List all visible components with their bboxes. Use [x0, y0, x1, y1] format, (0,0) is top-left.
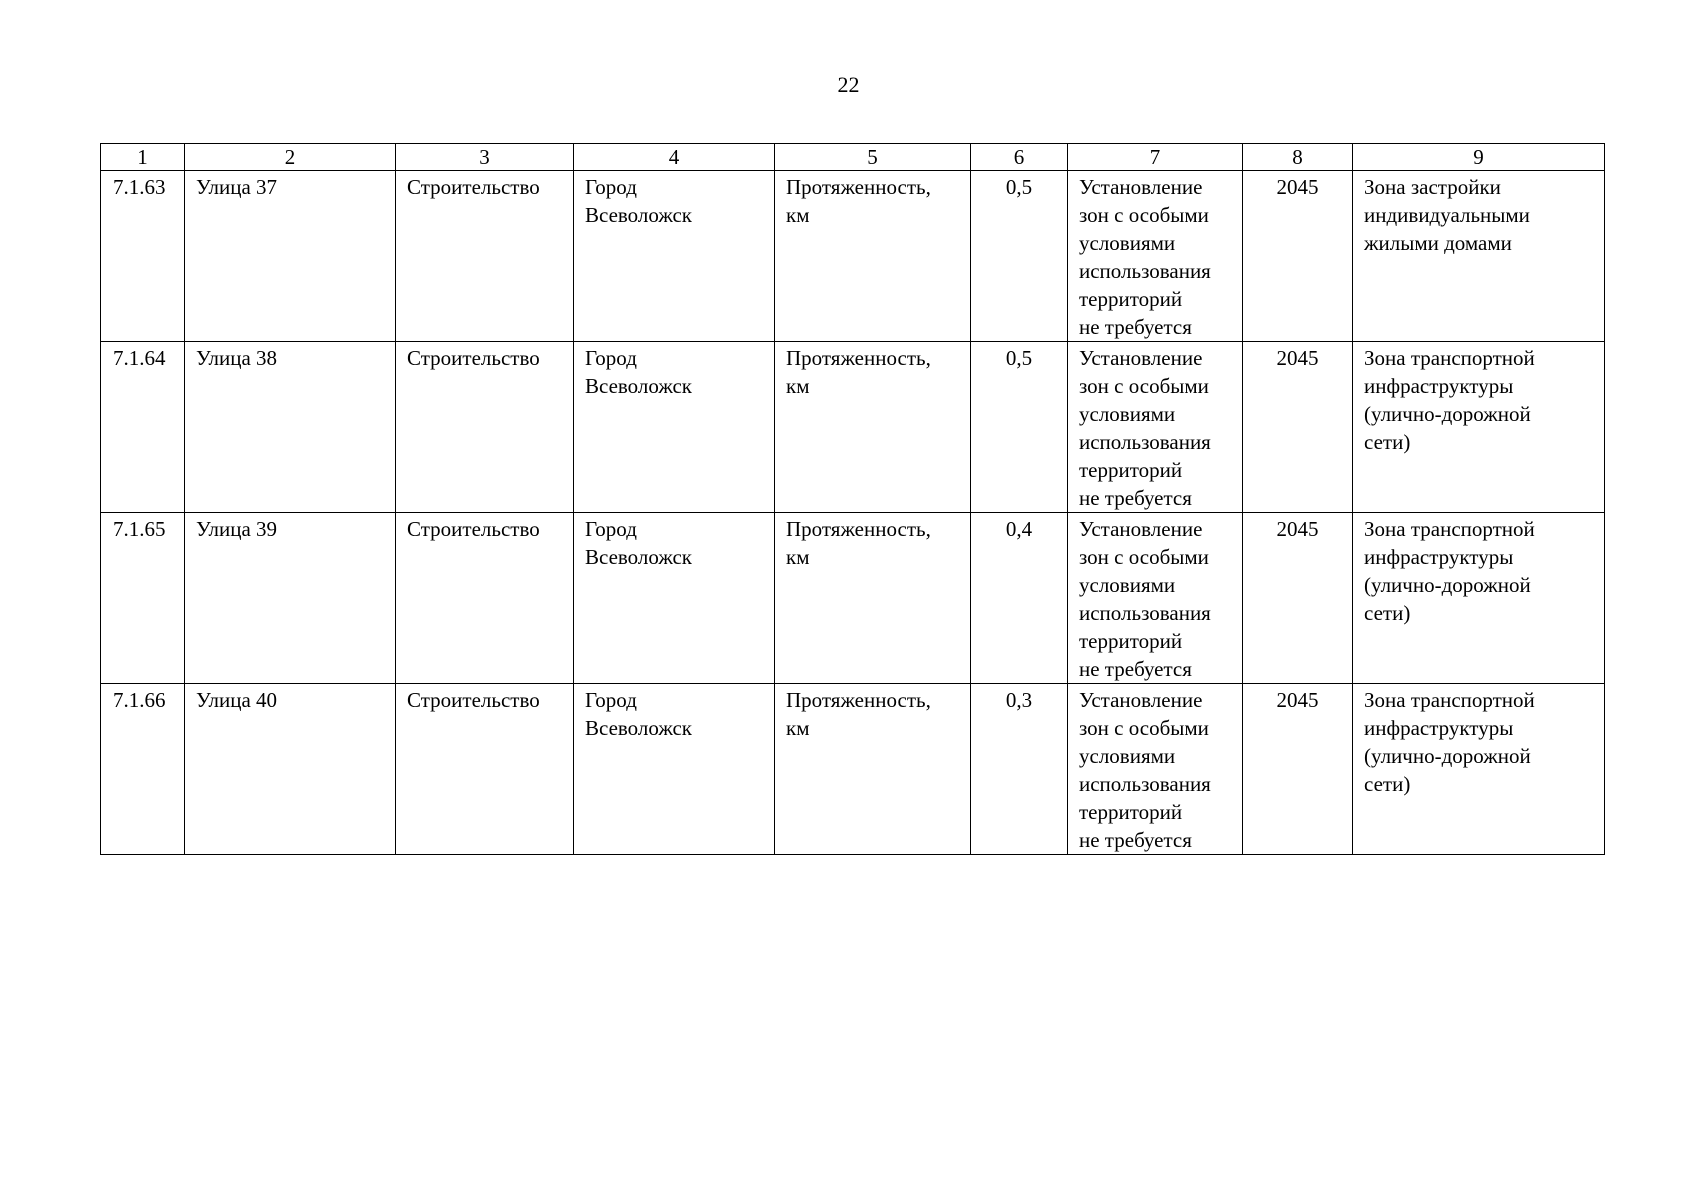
zones-line: не требуется	[1079, 828, 1192, 852]
zone-type-line: жилыми домами	[1364, 231, 1512, 255]
zone-type-line: сети)	[1364, 772, 1411, 796]
year: 2045	[1243, 171, 1353, 342]
zones-line: территорий	[1079, 629, 1183, 653]
location-line: Город	[585, 175, 637, 199]
table-row	[101, 513, 1605, 684]
location	[574, 684, 775, 855]
activity-type: Строительство	[396, 171, 574, 342]
zone-type-line: индивидуальными	[1364, 203, 1530, 227]
parameter-value: 0,4	[971, 513, 1068, 684]
zones-line: условиями	[1079, 573, 1176, 597]
special-zones	[1068, 513, 1243, 684]
zones-line: территорий	[1079, 800, 1183, 824]
column-header: 9	[1353, 144, 1605, 171]
column-header: 5	[775, 144, 971, 171]
activity-type: Строительство	[396, 342, 574, 513]
zones-line: условиями	[1079, 402, 1176, 426]
location-line: Город	[585, 517, 637, 541]
zone-type-line: Зона транспортной	[1364, 346, 1535, 370]
parameter-value: 0,3	[971, 684, 1068, 855]
zones-line: территорий	[1079, 458, 1183, 482]
special-zones	[1068, 684, 1243, 855]
column-header: 8	[1243, 144, 1353, 171]
year: 2045	[1243, 513, 1353, 684]
zone-type-line: (улично-дорожной	[1364, 573, 1531, 597]
zone-type-line: Зона застройки	[1364, 175, 1501, 199]
parameter-line: км	[786, 374, 810, 398]
zone-type-line: Зона транспортной	[1364, 517, 1535, 541]
special-zones	[1068, 171, 1243, 342]
table-row	[101, 171, 1605, 342]
location-line: Город	[585, 346, 637, 370]
column-header: 6	[971, 144, 1068, 171]
zones-line: Установление	[1079, 517, 1203, 541]
object-code: 7.1.63	[101, 171, 185, 342]
parameter-line: Протяженность,	[786, 346, 931, 370]
zones-line: условиями	[1079, 744, 1176, 768]
zones-line: не требуется	[1079, 657, 1192, 681]
object-name: Улица 37	[185, 171, 396, 342]
zone-type	[1353, 513, 1605, 684]
parameter-value: 0,5	[971, 342, 1068, 513]
parameter-value: 0,5	[971, 171, 1068, 342]
column-header: 7	[1068, 144, 1243, 171]
zones-line: использования	[1079, 772, 1211, 796]
special-zones	[1068, 342, 1243, 513]
object-code: 7.1.64	[101, 342, 185, 513]
activity-type: Строительство	[396, 513, 574, 684]
location-line: Всеволожск	[585, 716, 693, 740]
parameter	[775, 171, 971, 342]
zones-line: территорий	[1079, 287, 1183, 311]
location	[574, 171, 775, 342]
table-row	[101, 342, 1605, 513]
zone-type-line: Зона транспортной	[1364, 688, 1535, 712]
zone-type-line: (улично-дорожной	[1364, 402, 1531, 426]
parameter-line: Протяженность,	[786, 688, 931, 712]
zones-line: Установление	[1079, 346, 1203, 370]
zones-line: не требуется	[1079, 315, 1192, 339]
zone-type-line: инфраструктуры	[1364, 374, 1514, 398]
year: 2045	[1243, 342, 1353, 513]
location	[574, 342, 775, 513]
zones-line: использования	[1079, 259, 1211, 283]
object-code: 7.1.66	[101, 684, 185, 855]
zone-type-line: сети)	[1364, 601, 1411, 625]
zones-line: Установление	[1079, 688, 1203, 712]
zones-line: использования	[1079, 430, 1211, 454]
column-header: 4	[574, 144, 775, 171]
zone-type-line: (улично-дорожной	[1364, 744, 1531, 768]
zones-line: Установление	[1079, 175, 1203, 199]
zone-type	[1353, 342, 1605, 513]
parameter-line: Протяженность,	[786, 175, 931, 199]
zones-line: зон с особыми	[1079, 716, 1209, 740]
parameter-line: км	[786, 716, 810, 740]
parameter	[775, 342, 971, 513]
objects-table	[100, 143, 1605, 855]
parameter	[775, 684, 971, 855]
table-header-row	[101, 144, 1605, 171]
zones-line: зон с особыми	[1079, 545, 1209, 569]
location-line: Всеволожск	[585, 374, 693, 398]
parameter	[775, 513, 971, 684]
zone-type	[1353, 171, 1605, 342]
column-header: 1	[101, 144, 185, 171]
zone-type-line: сети)	[1364, 430, 1411, 454]
activity-type: Строительство	[396, 684, 574, 855]
zones-line: не требуется	[1079, 486, 1192, 510]
zone-type-line: инфраструктуры	[1364, 716, 1514, 740]
object-name: Улица 39	[185, 513, 396, 684]
location-line: Всеволожск	[585, 203, 693, 227]
column-header: 3	[396, 144, 574, 171]
location	[574, 513, 775, 684]
zone-type-line: инфраструктуры	[1364, 545, 1514, 569]
location-line: Город	[585, 688, 637, 712]
zones-line: использования	[1079, 601, 1211, 625]
parameter-line: км	[786, 203, 810, 227]
zone-type	[1353, 684, 1605, 855]
location-line: Всеволожск	[585, 545, 693, 569]
column-header: 2	[185, 144, 396, 171]
object-name: Улица 40	[185, 684, 396, 855]
zones-line: условиями	[1079, 231, 1176, 255]
page-number: 22	[837, 72, 860, 97]
object-code: 7.1.65	[101, 513, 185, 684]
table-row	[101, 684, 1605, 855]
year: 2045	[1243, 684, 1353, 855]
parameter-line: км	[786, 545, 810, 569]
zones-line: зон с особыми	[1079, 203, 1209, 227]
parameter-line: Протяженность,	[786, 517, 931, 541]
zones-line: зон с особыми	[1079, 374, 1209, 398]
object-name: Улица 38	[185, 342, 396, 513]
